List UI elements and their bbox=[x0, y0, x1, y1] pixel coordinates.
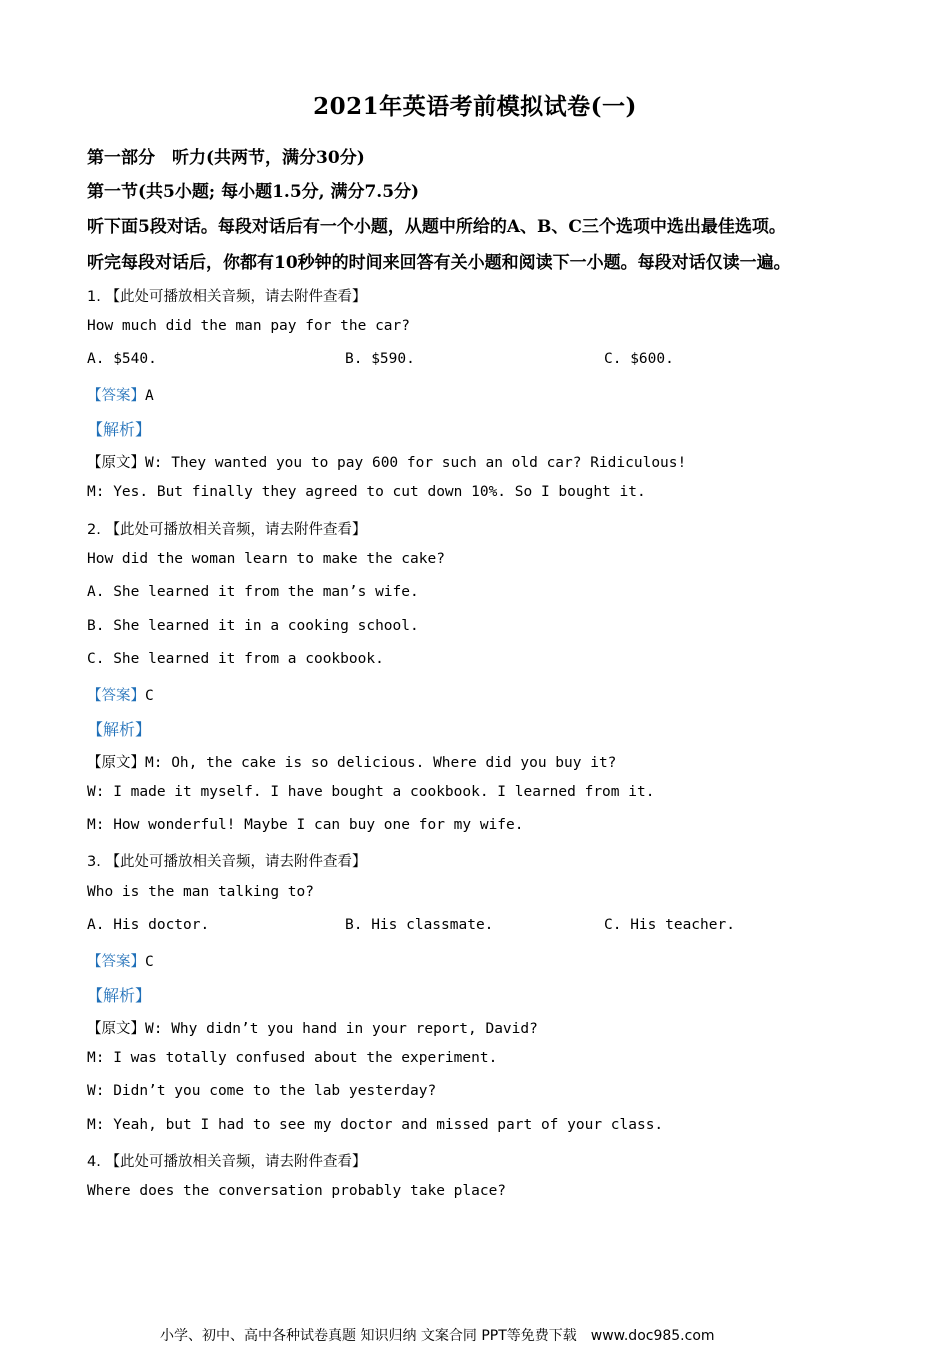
question-2-transcript-3: M: How wonderful! Maybe I can buy one for my wife. bbox=[87, 817, 524, 833]
question-1-transcript-1: 【原文】W: They wanted you to pay 600 for such an old car? Ridiculous! bbox=[87, 455, 687, 471]
question-2-answer bbox=[87, 684, 154, 705]
question-3-analysis bbox=[87, 983, 151, 1006]
instruction-line-1: 听下面5段对话。每段对话后有一个小题，从题中所给的A、B、C三个选项中选出最佳选项。 bbox=[87, 217, 786, 237]
question-2-option-c: C. She learned it from a cookbook. bbox=[87, 651, 384, 667]
question-3-transcript-3: W: Didn’t you come to the lab yesterday? bbox=[87, 1083, 437, 1099]
answer-label: 【答案】 bbox=[87, 388, 145, 404]
original-label: 【原文】 bbox=[87, 755, 145, 771]
question-2-transcript-2: W: I made it myself. I have bought a cookbook. I learned from it. bbox=[87, 784, 655, 800]
answer-value: C bbox=[145, 954, 154, 970]
question-1-option-b: B. $590. bbox=[345, 351, 415, 367]
question-1-text: How much did the man pay for the car? bbox=[87, 318, 411, 334]
question-3-option-b: B. His classmate. bbox=[345, 917, 494, 933]
analysis-label: 【解析】 bbox=[87, 720, 152, 739]
question-1-analysis bbox=[87, 417, 151, 440]
question-4-audio-line: 4. 【此处可播放相关音频，请去附件查看】 bbox=[87, 1154, 367, 1170]
answer-value: A bbox=[145, 388, 154, 404]
question-3-answer bbox=[87, 950, 154, 971]
answer-label: 【答案】 bbox=[87, 688, 145, 704]
question-4-text: Where does the conversation probably take place? bbox=[87, 1183, 507, 1199]
original-label: 【原文】 bbox=[87, 455, 145, 471]
question-2-audio-line: 2. 【此处可播放相关音频，请去附件查看】 bbox=[87, 522, 367, 538]
question-1-transcript-2: M: Yes. But finally they agreed to cut down 10%. So I bought it. bbox=[87, 484, 646, 500]
question-2-transcript-1: 【原文】M: Oh, the cake is so delicious. Where did you buy it? bbox=[87, 755, 617, 771]
question-2-analysis bbox=[87, 717, 151, 740]
section-one-heading: 第一节(共5小题; 每小题1.5分, 满分7.5分) bbox=[87, 182, 420, 202]
page-footer: 小学、初中、高中各种试卷真题 知识归纳 文案合同 PPT等免费下载 www.doc985.com bbox=[160, 1328, 715, 1344]
question-3-option-c: C. His teacher. bbox=[604, 917, 735, 933]
question-3-transcript-2: M: I was totally confused about the experiment. bbox=[87, 1050, 498, 1066]
question-3-text: Who is the man talking to? bbox=[87, 884, 314, 900]
analysis-label: 【解析】 bbox=[87, 986, 152, 1005]
question-3-transcript-1: 【原文】W: Why didn’t you hand in your report, David? bbox=[87, 1021, 538, 1037]
question-3-transcript-4: M: Yeah, but I had to see my doctor and missed part of your class. bbox=[87, 1117, 664, 1133]
question-1-option-a: A. $540. bbox=[87, 351, 157, 367]
instruction-line-2: 听完每段对话后，你都有10秒钟的时间来回答有关小题和阅读下一小题。每段对话仅读一遍。 bbox=[87, 253, 791, 273]
question-3-option-a: A. His doctor. bbox=[87, 917, 210, 933]
answer-value: C bbox=[145, 688, 154, 704]
analysis-label: 【解析】 bbox=[87, 420, 152, 439]
answer-label: 【答案】 bbox=[87, 954, 145, 970]
section-part-heading: 第一部分 听力(共两节，满分30分) bbox=[87, 148, 365, 168]
original-label: 【原文】 bbox=[87, 1021, 145, 1037]
question-2-text: How did the woman learn to make the cake? bbox=[87, 551, 445, 567]
question-2-option-b: B. She learned it in a cooking school. bbox=[87, 618, 419, 634]
question-2-option-a: A. She learned it from the man’s wife. bbox=[87, 584, 419, 600]
question-1-option-c: C. $600. bbox=[604, 351, 674, 367]
question-1-answer bbox=[87, 384, 154, 405]
question-1-audio-line: 1. 【此处可播放相关音频，请去附件查看】 bbox=[87, 289, 367, 305]
page-title: 2021年英语考前模拟试卷(一) bbox=[313, 93, 637, 120]
question-3-audio-line: 3. 【此处可播放相关音频，请去附件查看】 bbox=[87, 854, 367, 870]
